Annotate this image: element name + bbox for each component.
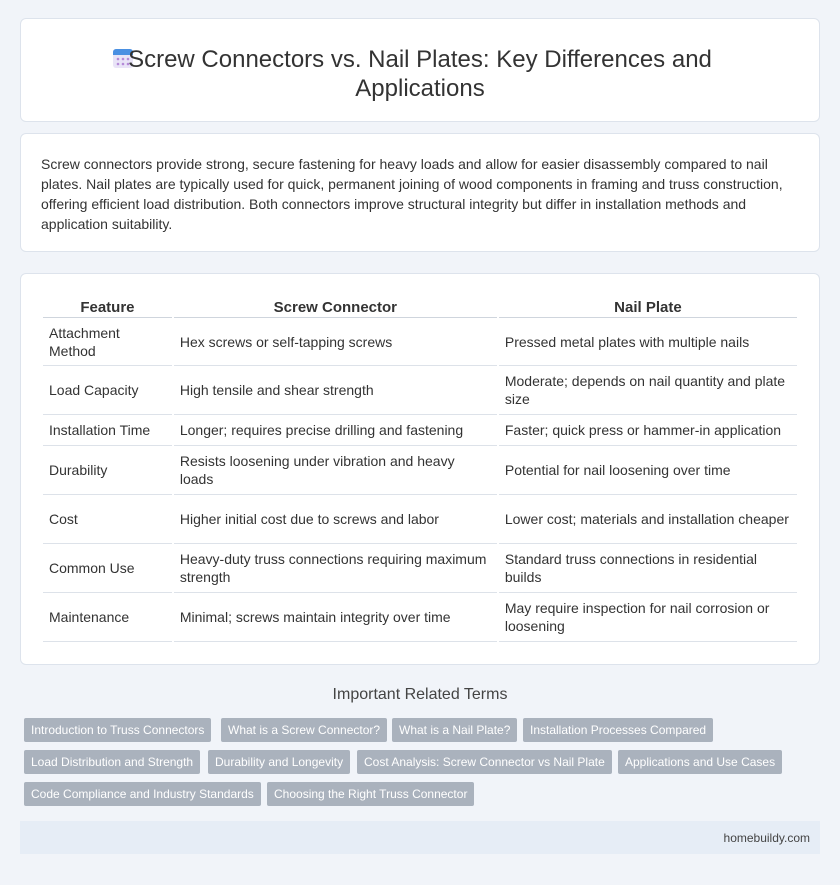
- row-screw-connector: Higher initial cost due to screws and labor: [174, 495, 497, 544]
- row-feature: Cost: [43, 495, 172, 544]
- row-screw-connector: Resists loosening under vibration and heavy loads: [174, 446, 497, 495]
- table-row: [43, 366, 797, 415]
- page-title-line-2: Applications: [355, 75, 485, 102]
- intro-paragraph: Screw connectors provide strong, secure fastening for heavy loads and allow for easier disassembly compared to nail plates. Nail plates are typically used for quick, permanent joining of wood components in framing and truss construction, offering efficient load distribution. Both connectors improve structural integrity but differ in installation methods and application suitability.: [41, 156, 783, 232]
- row-feature: Load Capacity: [43, 366, 172, 415]
- row-screw-connector: Minimal; screws maintain integrity over time: [174, 593, 497, 642]
- comparison-card: [20, 273, 820, 665]
- row-nail-plate: Moderate; depends on nail quantity and plate size: [499, 366, 797, 415]
- row-nail-plate: May require inspection for nail corrosion or loosening: [499, 593, 797, 642]
- header-card: [20, 18, 820, 122]
- header-nail-plate: Nail Plate: [499, 296, 797, 318]
- tag-link[interactable]: What is a Nail Plate?: [392, 718, 517, 742]
- tag-link[interactable]: Installation Processes Compared: [523, 718, 713, 742]
- row-feature: Maintenance: [43, 593, 172, 642]
- row-feature: Common Use: [43, 544, 172, 593]
- row-nail-plate: Standard truss connections in residential builds: [499, 544, 797, 593]
- table-header-row: [43, 296, 797, 318]
- page-title-line-1: Screw Connectors vs. Nail Plates: Key Differences and: [128, 46, 712, 73]
- row-nail-plate: Faster; quick press or hammer-in application: [499, 415, 797, 446]
- row-nail-plate: Lower cost; materials and installation cheaper: [499, 495, 797, 544]
- row-feature: Durability: [43, 446, 172, 495]
- row-screw-connector: Hex screws or self-tapping screws: [174, 318, 497, 366]
- tag-link[interactable]: Code Compliance and Industry Standards: [24, 782, 261, 806]
- row-nail-plate: Pressed metal plates with multiple nails: [499, 318, 797, 366]
- table-row: [43, 495, 797, 544]
- tag-link[interactable]: Introduction to Truss Connectors: [24, 718, 211, 742]
- footer: [20, 821, 820, 854]
- table-row: [43, 318, 797, 366]
- tag-link[interactable]: Durability and Longevity: [208, 750, 350, 774]
- related-terms-title: Important Related Terms: [332, 686, 508, 703]
- tag-link[interactable]: Cost Analysis: Screw Connector vs Nail Plate: [357, 750, 612, 774]
- row-screw-connector: Heavy-duty truss connections requiring maximum strength: [174, 544, 497, 593]
- row-nail-plate: Potential for nail loosening over time: [499, 446, 797, 495]
- comparison-table: [41, 296, 799, 642]
- row-feature: Installation Time: [43, 415, 172, 446]
- row-feature: Attachment Method: [43, 318, 172, 366]
- table-row: [43, 544, 797, 593]
- page-title: [21, 45, 819, 103]
- table-row: [43, 415, 797, 446]
- tag-link[interactable]: Applications and Use Cases: [618, 750, 782, 774]
- footer-site-name: homebuildy.com: [723, 831, 810, 845]
- header-feature: Feature: [43, 296, 172, 318]
- tag-link[interactable]: Load Distribution and Strength: [24, 750, 200, 774]
- table-row: [43, 446, 797, 495]
- tag-link[interactable]: Choosing the Right Truss Connector: [267, 782, 474, 806]
- row-screw-connector: Longer; requires precise drilling and fastening: [174, 415, 497, 446]
- intro-card: [20, 133, 820, 252]
- header-screw-connector: Screw Connector: [174, 296, 497, 318]
- row-screw-connector: High tensile and shear strength: [174, 366, 497, 415]
- table-row: [43, 593, 797, 642]
- tag-link[interactable]: What is a Screw Connector?: [221, 718, 387, 742]
